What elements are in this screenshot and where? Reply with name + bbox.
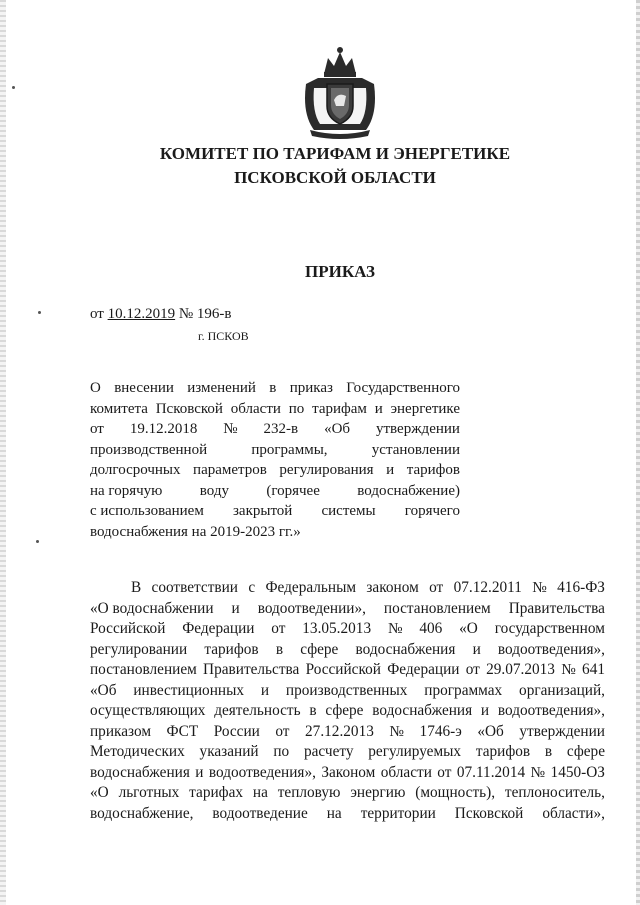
subject-word: водоснабжение) xyxy=(357,482,460,499)
body-word: тарифах xyxy=(189,784,244,801)
body-line xyxy=(90,804,605,825)
coat-of-arms-icon xyxy=(300,44,380,140)
subject-word: от xyxy=(90,421,104,437)
body-word: и xyxy=(472,640,481,658)
body-line xyxy=(90,763,605,784)
subject-word: «Об xyxy=(324,421,351,437)
body-word: и xyxy=(195,763,204,781)
body-word: (мощность), xyxy=(415,784,496,801)
subject-word: Государственного xyxy=(346,380,460,396)
number-label: № xyxy=(178,306,194,322)
body-word: и xyxy=(231,599,240,617)
subject-line xyxy=(90,378,460,399)
body-word: водоотведения», xyxy=(497,640,605,658)
subject-line xyxy=(90,399,460,420)
body-word: № xyxy=(532,579,547,596)
body-line xyxy=(90,619,605,640)
body-word: в xyxy=(275,640,284,658)
subject-line xyxy=(90,501,460,522)
body-word: «Об xyxy=(90,681,117,699)
body-word: Правительства xyxy=(203,661,300,678)
body-word: Методических xyxy=(90,743,185,760)
body-word: тепловую xyxy=(277,784,341,801)
subject-word: энергетике xyxy=(390,400,460,417)
subject-line xyxy=(90,419,460,440)
body-word: ФСТ xyxy=(166,722,199,740)
body-word: Российской xyxy=(90,620,166,637)
body-word: тарифов xyxy=(204,640,259,658)
order-number: 196-в xyxy=(196,306,232,322)
subject-word: тарифов xyxy=(406,462,460,478)
body-word: производственных xyxy=(285,681,408,699)
body-word: соответствии xyxy=(151,579,238,596)
body-word: от xyxy=(429,579,444,596)
body-word: сфере xyxy=(325,702,364,719)
body-word: 1746-э xyxy=(419,722,462,740)
body-word: в xyxy=(309,702,317,719)
subject-line xyxy=(90,440,460,461)
subject-word: горячего xyxy=(404,503,460,519)
subject-line xyxy=(90,460,460,481)
subject-word: в xyxy=(269,380,277,396)
subject-word: по xyxy=(288,400,305,417)
scan-edge-left xyxy=(0,0,6,905)
body-word: 406 xyxy=(419,620,443,637)
body-word: приказом xyxy=(90,722,152,740)
body-word: 27.12.2013 xyxy=(305,722,374,740)
body-word: программах xyxy=(424,681,503,699)
body-word: постановлением xyxy=(383,599,491,617)
body-word: 416-ФЗ xyxy=(557,579,605,596)
body-word: законом xyxy=(366,579,419,596)
body-word: области», xyxy=(542,804,605,822)
subject-word: № xyxy=(223,421,238,437)
subject-word: долгосрочных xyxy=(90,462,181,478)
body-word: от xyxy=(271,620,286,637)
subject-word: (горячее xyxy=(266,482,320,499)
body-word: В xyxy=(131,579,142,596)
body-word: «О водоснабжении xyxy=(90,599,214,617)
document-type: ПРИКАЗ xyxy=(305,262,375,281)
subject-word: внесении xyxy=(114,380,174,396)
body-word: Законом xyxy=(321,763,376,781)
body-word: водоснабжения xyxy=(90,763,190,781)
subject-word: программы, xyxy=(251,441,328,458)
body-word: энергию xyxy=(350,784,406,801)
body-word: Федерации xyxy=(182,620,255,637)
subject-word: производственной xyxy=(90,441,208,458)
body-word: № xyxy=(387,620,403,637)
body-word: водоотведении», xyxy=(257,599,366,617)
body-word: № xyxy=(389,722,405,740)
subject-word: комитета xyxy=(90,400,148,417)
subject-word: и xyxy=(386,462,395,478)
body-word: от xyxy=(437,763,452,781)
scan-speck xyxy=(38,311,41,314)
body-word: организаций, xyxy=(519,681,605,699)
body-word: Псковской xyxy=(454,804,524,822)
body-word: территории xyxy=(360,804,436,822)
body-word: на xyxy=(252,784,268,801)
order-subject xyxy=(90,378,460,542)
body-word: сфере xyxy=(300,640,339,658)
body-line xyxy=(90,742,605,763)
body-word: и xyxy=(260,681,270,699)
body-word: «О xyxy=(459,620,478,637)
body-word: на xyxy=(326,804,342,822)
subject-word: на горячую xyxy=(90,482,163,499)
subject-word: 19.12.2018 xyxy=(129,421,198,437)
body-word: теплоноситель, xyxy=(504,784,605,801)
from-label: от xyxy=(90,306,104,322)
body-word: Федерации xyxy=(387,661,460,678)
organization-name xyxy=(0,142,640,190)
order-body xyxy=(90,578,605,824)
body-word: 07.11.2014 xyxy=(456,763,526,781)
subject-word: воду xyxy=(199,482,229,499)
body-word: водоснабжение, xyxy=(90,804,194,822)
order-date-number xyxy=(90,306,232,323)
body-line xyxy=(90,783,605,804)
body-word: с xyxy=(248,579,256,596)
org-line-2: ПСКОВСКОЙ ОБЛАСТИ xyxy=(234,168,436,187)
subject-word: приказ xyxy=(289,380,333,396)
subject-word: параметров xyxy=(193,462,267,478)
body-word: постановлением xyxy=(90,661,197,678)
subject-word: системы xyxy=(321,503,376,519)
body-word: 641 xyxy=(582,661,605,678)
order-date: 10.12.2019 xyxy=(107,306,176,322)
body-line xyxy=(90,660,605,681)
body-word: тарифов xyxy=(475,743,531,760)
body-word: № xyxy=(561,661,576,678)
subject-word: с использованием xyxy=(90,503,204,519)
body-word: «О xyxy=(90,784,109,801)
subject-word: изменений xyxy=(187,380,256,396)
scan-edge-right xyxy=(636,0,640,905)
body-word: № xyxy=(530,763,546,781)
body-word: водоотведения», xyxy=(497,702,605,719)
body-line xyxy=(90,701,605,722)
body-word: осуществляющих xyxy=(90,702,206,719)
body-word: водоотведение xyxy=(212,804,308,822)
body-line xyxy=(90,681,605,702)
body-word: водоснабжения xyxy=(372,702,473,719)
subject-word: закрытой xyxy=(233,503,293,519)
subject-word: утверждении xyxy=(375,421,460,437)
body-word: 07.12.2011 xyxy=(453,579,522,596)
body-line xyxy=(90,640,605,661)
subject-word: установлении xyxy=(371,441,460,458)
body-word: деятельность xyxy=(214,702,301,719)
body-line xyxy=(90,722,605,743)
body-word: регулируемых xyxy=(368,743,462,760)
subject-line xyxy=(90,481,460,502)
body-word: Правительства xyxy=(508,599,605,617)
city: г. ПСКОВ xyxy=(198,329,249,343)
body-word: Федеральным xyxy=(265,579,357,596)
body-word: регулировании xyxy=(90,640,188,658)
subject-word: О xyxy=(90,380,101,396)
subject-word: и xyxy=(374,400,383,417)
body-word: «Об xyxy=(477,722,504,740)
body-word: по xyxy=(273,743,290,760)
body-word: 13.05.2013 xyxy=(302,620,372,637)
subject-word: тарифам xyxy=(312,400,367,417)
subject-word: регулирования xyxy=(279,462,374,478)
scan-speck xyxy=(36,540,39,543)
body-word: от xyxy=(465,661,480,678)
body-word: государственном xyxy=(494,620,605,637)
subject-last-line: водоснабжения на 2019-2023 гг.» xyxy=(90,523,301,540)
body-word: расчету xyxy=(303,743,354,760)
body-word: льготных xyxy=(118,784,180,801)
body-word: указаний xyxy=(199,743,259,760)
body-word: Российской xyxy=(305,661,381,678)
body-line xyxy=(90,578,605,599)
body-line xyxy=(90,599,605,620)
body-word: водоснабжения xyxy=(355,640,456,658)
body-word: сфере xyxy=(566,743,605,760)
subject-word: 232-в xyxy=(263,421,299,437)
scan-speck xyxy=(12,86,15,89)
body-word: в xyxy=(544,743,553,760)
org-line-1: КОМИТЕТ ПО ТАРИФАМ И ЭНЕРГЕТИКЕ xyxy=(159,144,511,163)
body-word: 29.07.2013 xyxy=(486,661,555,678)
body-word: от xyxy=(275,722,290,740)
body-word: России xyxy=(213,722,260,740)
subject-word: области xyxy=(230,400,281,417)
body-word: инвестиционных xyxy=(133,681,244,699)
body-word: утверждении xyxy=(519,722,605,740)
body-word: водоотведения», xyxy=(208,763,316,781)
body-word: области xyxy=(380,763,432,781)
body-word: и xyxy=(480,702,490,719)
subject-word: Псковской xyxy=(155,400,223,417)
body-word: 1450-ОЗ xyxy=(550,763,605,781)
